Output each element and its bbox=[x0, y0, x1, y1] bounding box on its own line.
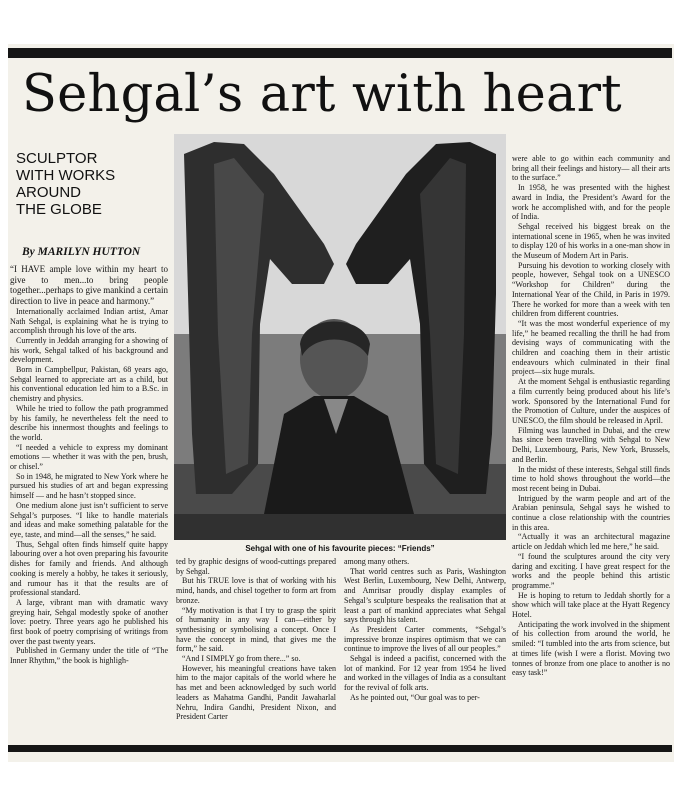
kicker-line: AROUND bbox=[16, 184, 82, 201]
paragraph: Anticipating the work involved in the shipment of his collection from around the world, he smiled: “I tumbled into the arts from science, but at times life (wish I were a florist. Moving two tonnes of bronze from one place to another is no easy task!” bbox=[512, 619, 670, 678]
column-2 bbox=[176, 557, 336, 722]
paragraph: Filming was launched in Dubai, and the crew has since been travelling with Sehgal to New Delhi, Luxembourg, Paris, New York, Brussels, and Berlin. bbox=[512, 425, 670, 464]
paragraph: Thus, Sehgal often finds himself quite happy labouring over a hot oven preparing his favourite dishes for family and friends. And although cooking is merely a hobby, he takes it seriously, and rumour has it that the results are of professional standard. bbox=[10, 539, 168, 598]
paragraph: Published in Germany under the title of “The Inner Rhythm,” the book is highligh- bbox=[10, 646, 168, 666]
paragraph: As he pointed out, “Our goal was to per- bbox=[350, 692, 480, 702]
sculpture-photo bbox=[174, 134, 506, 540]
paragraph: But his TRUE love is that of working with his mind, hands, and chisel together to form art from bronze. bbox=[176, 576, 336, 605]
top-rule bbox=[8, 48, 672, 58]
paragraph: As President Carter comments, “Sehgal’s impressive bronze inspires optimism that we can continue to improve the lives of all our peoples.” bbox=[344, 624, 506, 654]
paragraph: “Actually it was an architectural magazine article on Jeddah which led me here,” he said. bbox=[512, 532, 670, 552]
paragraph: While he tried to follow the path programmed by his family, he nevertheless felt the need to describe his innermost thoughts and feelings to the world. bbox=[10, 403, 168, 442]
paragraph: “And I SIMPLY go from there...” so. bbox=[182, 654, 301, 664]
paragraph: One medium alone just isn’t sufficient to serve Sehgal’s purposes. “I like to handle materials and ideas and make something palatable for the eye, taste, and mind—all the senses,” he said. bbox=[10, 500, 168, 539]
paragraph: Sehgal is indeed a pacifist, concerned with the lot of mankind. For 12 year from 1954 he lived and worked in the villages of India as a consultant for the revival of folk arts. bbox=[344, 654, 506, 693]
paragraph: among many others. bbox=[344, 557, 410, 566]
paragraph: “My motivation is that I try to grasp the spirit of humanity in any way I can—either by synthesising or symbolising a concept. Once I have the concept in mind, that gives me the form,” he said. bbox=[176, 605, 336, 654]
kicker-line: SCULPTOR bbox=[16, 150, 98, 167]
paragraph: Internationally acclaimed Indian artist, Amar Nath Sehgal, is explaining what he is trying to accomplish through his love of the arts. bbox=[10, 306, 168, 336]
paragraph: “I HAVE ample love within my heart to give to men...to bring people together...perhaps to give mankind a certain direction to live in peace and harmony.” bbox=[10, 264, 168, 307]
paragraph: He is hoping to return to Jeddah shortly for a show which will take place at the Hyatt Regency Hotel. bbox=[512, 590, 670, 620]
headline: Sehgal’s art with heart bbox=[22, 65, 622, 124]
paragraph: “It was the most wonderful experience of my life,” he beamed recalling the thrill he had from devising ways of communicating with the children and coaching them in their artistic endeavours which culminated in their final project—six huge murals. bbox=[512, 318, 670, 377]
paragraph: A large, vibrant man with dramatic wavy greying hair, Sehgal modestly spoke of another love: poetry. Three years ago he published his first book of poetry comprising of writings from over the past twenty years. bbox=[10, 597, 168, 646]
paragraph: So in 1948, he migrated to New York where he pursued his studies of art and began expressing himself — and he hasn’t stopped since. bbox=[10, 471, 168, 501]
column-4 bbox=[512, 154, 670, 678]
kicker-line: THE GLOBE bbox=[16, 201, 102, 218]
paragraph: However, his meaningful creations have taken him to the major capitals of the world where he has met and been acknowledged by such world leaders as Mahatma Gandhi, Pandit Jawaharlal Nehru, Indira Gandhi, President Nixon, and President Carter bbox=[176, 663, 336, 722]
paragraph: At the moment Sehgal is enthusiastic regarding a film currently being produced about his life’s work. Sponsored by the International Fund for the Promotion of Culture, under the auspices of UNESCO, the film should be released in April. bbox=[512, 377, 670, 425]
paragraph: “I found the sculptures around the city very daring and exciting. I have great respect for the works and the people behind this artistic programme.” bbox=[512, 551, 670, 590]
column-3 bbox=[344, 557, 506, 703]
bottom-rule bbox=[8, 745, 672, 752]
column-1 bbox=[10, 264, 168, 666]
paragraph: Intrigued by the warm people and art of the Arabian peninsula, Sehgal says he wished to continue a close relationship with the countries in this area. bbox=[512, 493, 670, 532]
paragraph: Sehgal received his biggest break on the international scene in 1965, when he was invited to display 120 of his works in a one-man show in the Museum of Modern Art in Paris. bbox=[512, 221, 670, 261]
paragraph: Born in Campbellpur, Pakistan, 68 years ago, Sehgal learned to appreciate art as a child, but his conventional education led him to a B.Sc. in chemistry and physics. bbox=[10, 365, 168, 404]
paragraph: In the midst of these interests, Sehgal still finds time to hold shows throughout the world—the most recent being in Dubai. bbox=[512, 464, 670, 493]
photo-caption: Sehgal with one of his favourite pieces: “Friends” bbox=[245, 544, 435, 553]
paragraph: “I needed a vehicle to express my dominant emotions — whether it was with the pen, brush, or chisel.” bbox=[10, 442, 168, 472]
paragraph: were able to go within each community and bring all their feelings and history— all their arts to the surface.” bbox=[512, 154, 670, 183]
kicker-line: WITH WORKS bbox=[16, 167, 116, 184]
paragraph: ted by graphic designs of wood-cuttings prepared by Sehgal. bbox=[176, 557, 336, 576]
paragraph: Pursuing his devotion to working closely with people, however, Sehgal took on a UNESCO “Workshop for Children” during the International Year of the Child, in Paris in 1979. There he worked for more than a week with ten children from different countries. bbox=[512, 260, 670, 319]
byline: By MARILYN HUTTON bbox=[22, 246, 141, 258]
paragraph: Currently in Jeddah arranging for a showing of his work, Sehgal talked of his background and development. bbox=[10, 335, 168, 365]
paragraph: In 1958, he was presented with the highest award in India, the President’s Award for the work he accomplished with, and for the people of India. bbox=[512, 183, 670, 222]
paragraph: That world centres such as Paris, Washington West Berlin, Luxembourg, New Delhi, Antwerp, and Amritsar proudly display examples of Sehgal’s sculpture bespeaks the realisation that at least a part of mankind appreciates what Sehgal says through his talent. bbox=[344, 566, 506, 625]
kicker bbox=[16, 150, 166, 218]
